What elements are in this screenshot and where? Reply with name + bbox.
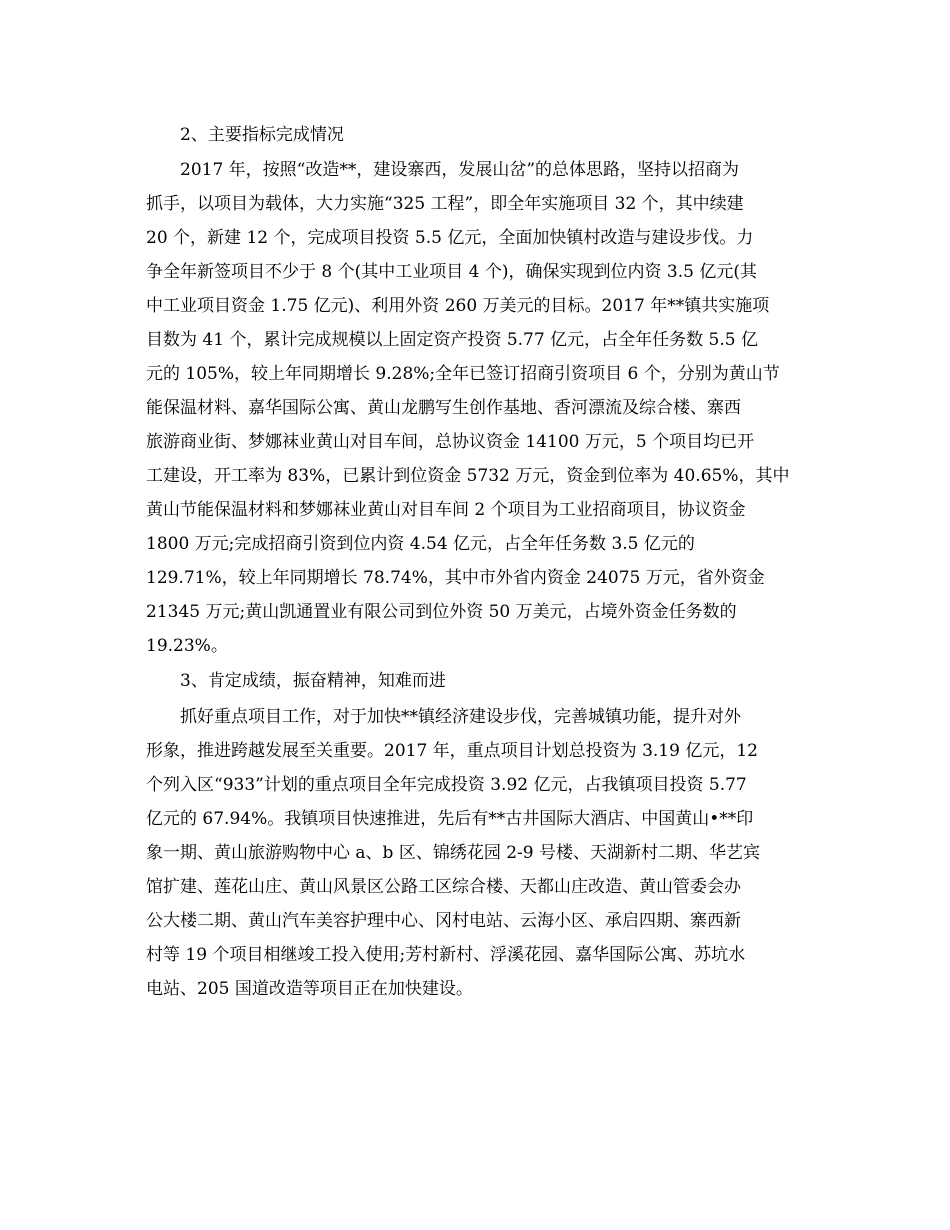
paragraph-line: 19.23%。 bbox=[146, 636, 228, 656]
paragraph-line: 元的 105%，较上年同期增长 9.28%;全年已签订招商引资项目 6 个，分别为黄山节 bbox=[146, 364, 780, 384]
paragraph-line: 工建设，开工率为 83%，已累计到位资金 5732 万元，资金到位率为 40.65%，其中 bbox=[146, 466, 790, 486]
paragraph-line: 村等 19 个项目相继竣工投入使用;芳村新村、浮溪花园、嘉华国际公寓、苏坑水 bbox=[146, 945, 746, 965]
paragraph-line: 129.71%，较上年同期增长 78.74%，其中市外省内资金 24075 万元，省外资金 bbox=[146, 568, 765, 588]
section-2-heading: 2、主要指标完成情况 bbox=[180, 125, 344, 145]
paragraph-line: 形象，推进跨越发展至关重要。2017 年，重点项目计划总投资为 3.19 亿元，12 bbox=[146, 741, 758, 761]
section-3-heading: 3、肯定成绩，振奋精神，知难而进 bbox=[180, 671, 446, 691]
paragraph-line: 2017 年，按照“改造**，建设寨西，发展山岔”的总体思路，坚持以招商为 bbox=[180, 160, 740, 180]
paragraph-line: 馆扩建、莲花山庄、黄山风景区公路工区综合楼、天都山庄改造、黄山管委会办 bbox=[146, 877, 741, 897]
paragraph-line: 抓手，以项目为载体，大力实施“325 工程”，即全年实施项目 32 个，其中续建 bbox=[146, 194, 744, 214]
paragraph-line: 电站、205 国道改造等项目正在加快建设。 bbox=[146, 979, 473, 999]
paragraph-line: 个列入区“933”计划的重点项目全年完成投资 3.92 亿元，占我镇项目投资 5.77 bbox=[146, 775, 747, 795]
paragraph-line: 中工业项目资金 1.75 亿元)、利用外资 260 万美元的目标。2017 年**镇共实施项 bbox=[146, 296, 770, 316]
paragraph-line: 抓好重点项目工作，对于加快**镇经济建设步伐，完善城镇功能，提升对外 bbox=[180, 707, 741, 727]
paragraph-line: 争全年新签项目不少于 8 个(其中工业项目 4 个)，确保实现到位内资 3.5 亿元(其 bbox=[146, 262, 757, 282]
paragraph-line: 21345 万元;黄山凯通置业有限公司到位外资 50 万美元，占境外资金任务数的 bbox=[146, 602, 737, 622]
paragraph-line: 亿元的 67.94%。我镇项目快速推进，先后有**古井国际大酒店、中国黄山•**印 bbox=[146, 809, 754, 829]
paragraph-line: 旅游商业街、梦娜袜业黄山对目车间，总协议资金 14100 万元，5 个项目均已开 bbox=[146, 432, 755, 452]
paragraph-line: 1800 万元;完成招商引资到位内资 4.54 亿元，占全年任务数 3.5 亿元的 bbox=[146, 534, 695, 554]
paragraph-line: 象一期、黄山旅游购物中心 a、b 区、锦绣花园 2-9 号楼、天湖新村二期、华艺宾 bbox=[146, 843, 761, 863]
paragraph-line: 20 个，新建 12 个，完成项目投资 5.5 亿元，全面加快镇村改造与建设步伐。力 bbox=[146, 228, 754, 248]
paragraph-line: 黄山节能保温材料和梦娜袜业黄山对目车间 2 个项目为工业招商项目，协议资金 bbox=[146, 500, 746, 520]
paragraph-line: 能保温材料、嘉华国际公寓、黄山龙鹏写生创作基地、香河漂流及综合楼、寨西 bbox=[146, 398, 741, 418]
paragraph-line: 公大楼二期、黄山汽车美容护理中心、冈村电站、云海小区、承启四期、寨西新 bbox=[146, 911, 741, 931]
paragraph-line: 目数为 41 个，累计完成规模以上固定资产投资 5.77 亿元，占全年任务数 5.5 亿 bbox=[146, 330, 758, 350]
